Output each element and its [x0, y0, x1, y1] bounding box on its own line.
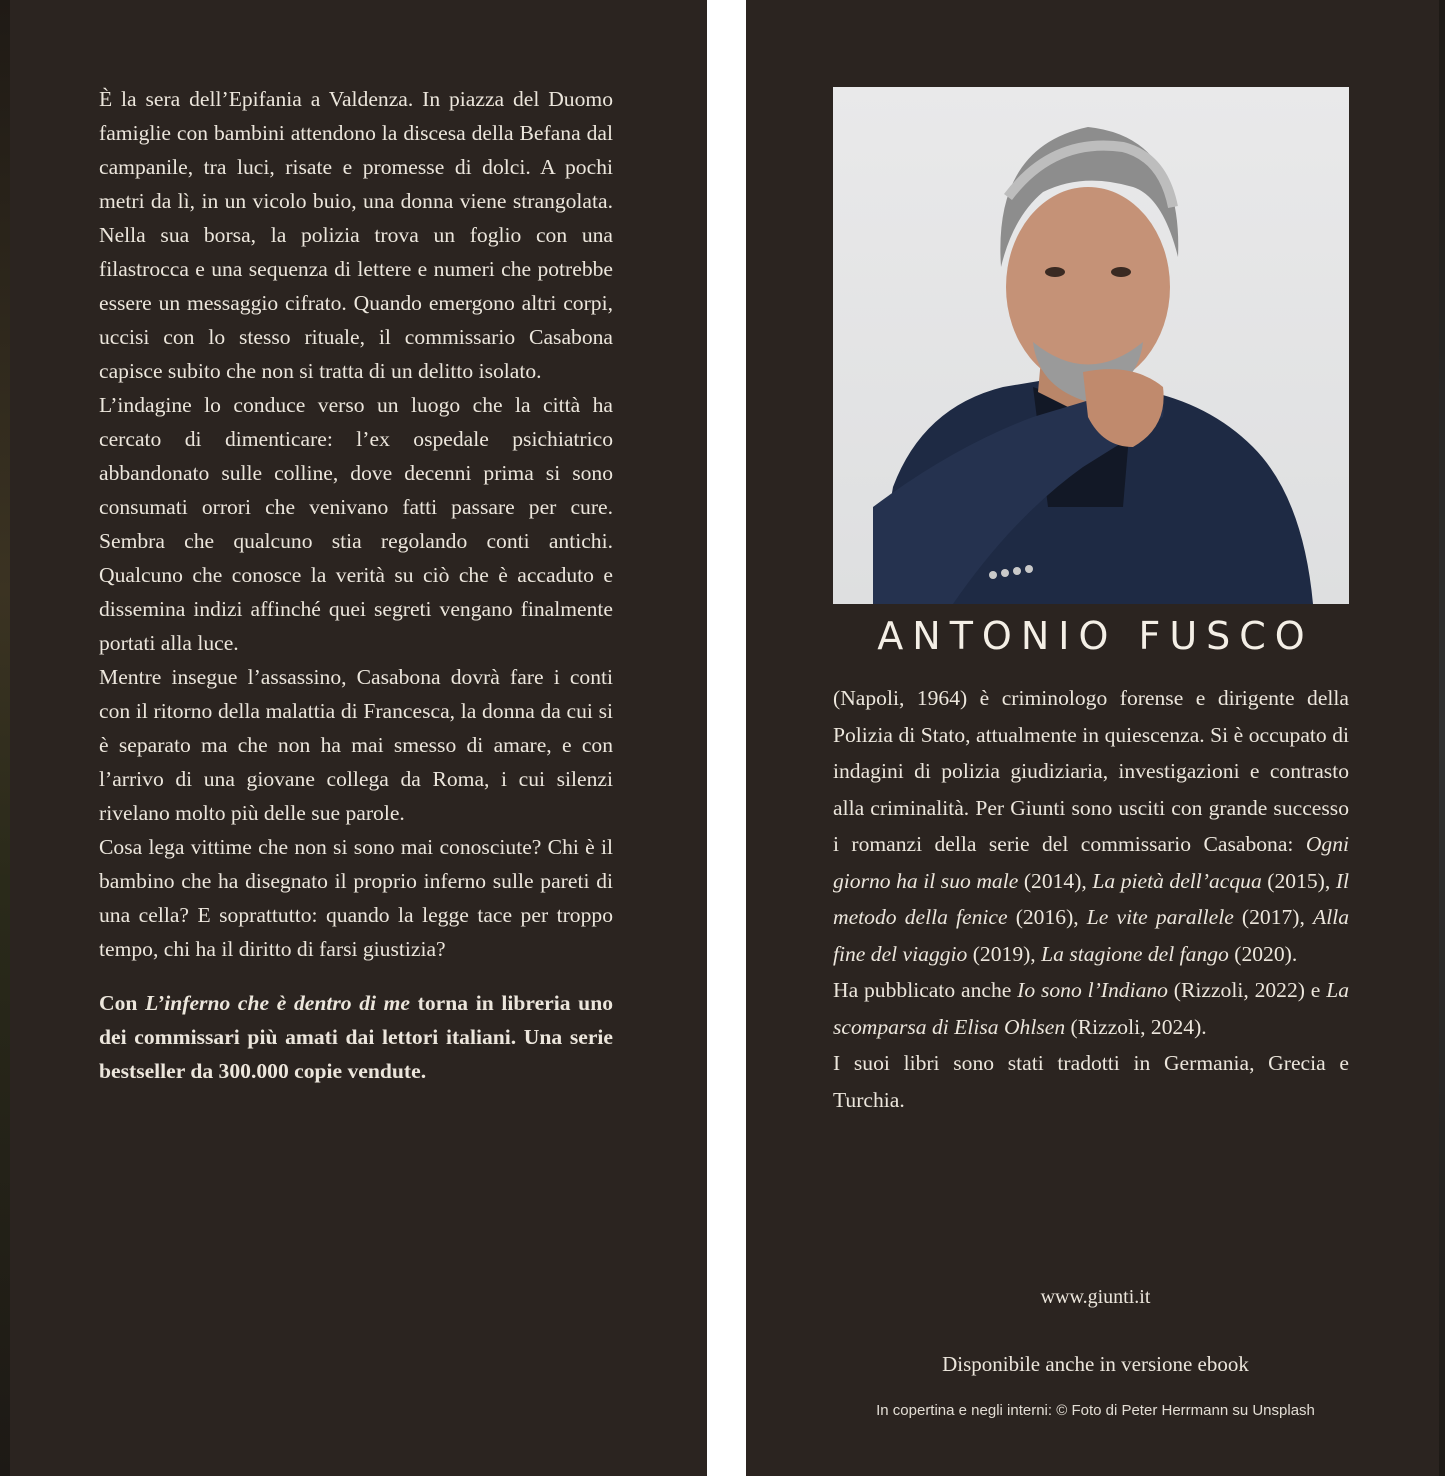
bio-book-year: (2014), [1018, 868, 1093, 893]
bio-also-prefix: Ha pubblicato anche [833, 978, 1018, 1002]
bio-other-book-info: (Rizzoli, 2024). [1065, 1014, 1207, 1039]
bio-book-title: Ogni giorno ha il suo male [833, 832, 1349, 893]
cover-edge-strip-right [1439, 0, 1445, 1476]
bio-book-title: Alla fine del viaggio [833, 905, 1350, 966]
front-flap [746, 0, 1445, 1476]
closing-statement [99, 986, 613, 1088]
author-photo [833, 87, 1349, 604]
synopsis-paragraph-2: L’indagine lo conduce verso un luogo che la città ha cercato di dimenticare: l’ex ospedale psichiatrico abbandonato sulle colline, dove decenni prima si sono consumati orrori che venivano fatti passare per cure. Sembra che qualcuno stia regolando conti antichi. Qualcuno che conosce la verità su ciò che è accaduto e dissemina indizi affinché quei segreti vengano finalmente portati alla luce. [99, 393, 613, 655]
cover-edge-strip [0, 0, 10, 1476]
back-flap [0, 0, 707, 1476]
bio-other-book-title: La scomparsa di Elisa Ohlsen [833, 978, 1350, 1039]
bio-book-year: (2020). [1228, 941, 1298, 966]
bio-paragraph-2 [833, 972, 1349, 1045]
bio-book-title: La stagione del fango [1041, 941, 1229, 966]
bio-paragraph-3: I suoi libri sono stati tradotti in Germania, Grecia e Turchia. [833, 1051, 1349, 1112]
bio-book-year: (2017), [1233, 905, 1314, 929]
author-portrait-illustration [833, 87, 1349, 604]
photo-credits: In copertina e negli interni: © Foto di Peter Herrmann su Unsplash [876, 1402, 1315, 1419]
synopsis-paragraph-1: È la sera dell’Epifania a Valdenza. In piazza del Duomo famiglie con bambini attendono la discesa della Befana dal campanile, tra luci, risate e promesse di dolci. A pochi metri da lì, in un vicolo buio, una donna viene strangolata. Nella sua borsa, la polizia trova un foglio con una filastrocca e una sequenza di lettere e numeri che potrebbe essere un messaggio cifrato. Quando emergono altri corpi, uccisi con lo stesso rituale, il commissario Casabona capisce subito che non si tratta di un delitto isolato. [99, 87, 613, 383]
bio-book-year: (2019), [967, 941, 1042, 966]
bio-other-book-info: (Rizzoli, 2022) e [1167, 978, 1327, 1002]
bio-paragraph-1 [833, 680, 1349, 972]
synopsis [99, 82, 613, 1088]
synopsis-paragraph-4: Cosa lega vittime che non si sono mai conosciute? Chi è il bambino che ha disegnato il proprio inferno sulle pareti di una cella? E soprattutto: quando la legge tace per troppo tempo, chi ha il diritto di farsi giustizia? [99, 835, 613, 961]
bio-book-title: La pietà dell’acqua [1092, 868, 1262, 893]
synopsis-paragraph-3: Mentre insegue l’assassino, Casabona dovrà fare i conti con il ritorno della malattia di Francesca, la donna da cui si è separato ma che non ha mai smesso di amare, e con l’arrivo di una giovane collega da Roma, i cui silenzi rivelano molto più delle sue parole. [99, 665, 613, 825]
book-title: L’inferno che è dentro di me [145, 991, 411, 1015]
closing-prefix: Con [99, 991, 146, 1015]
bio-book-year: (2016), [1007, 905, 1087, 929]
bio-other-book-title: Io sono l’Indiano [1017, 978, 1168, 1002]
publisher-website: www.giunti.it [1040, 1286, 1151, 1308]
bio-intro: (Napoli, 1964) è criminologo forense e dirigente della Polizia di Stato, attualmente in quiescenza. Si è occupato di indagini di polizia giudiziaria, investigazioni e contrasto alla criminalità. Per Giunti sono usciti con grande successo i romanzi della serie del commissario Casabona: [833, 686, 1349, 856]
closing-suffix: torna in libreria uno dei commissari più amati dai lettori italiani. Una serie bestseller da 300.000 copie vendute. [99, 991, 613, 1083]
ebook-availability: Disponibile anche in versione ebook [942, 1352, 1249, 1376]
author-bio [833, 680, 1349, 1118]
author-name: ANTONIO FUSCO [877, 614, 1314, 658]
bio-book-year: (2015), [1261, 868, 1336, 893]
bio-book-title: Il metodo della fenice [833, 868, 1350, 929]
bio-book-title: Le vite parallele [1086, 905, 1234, 929]
